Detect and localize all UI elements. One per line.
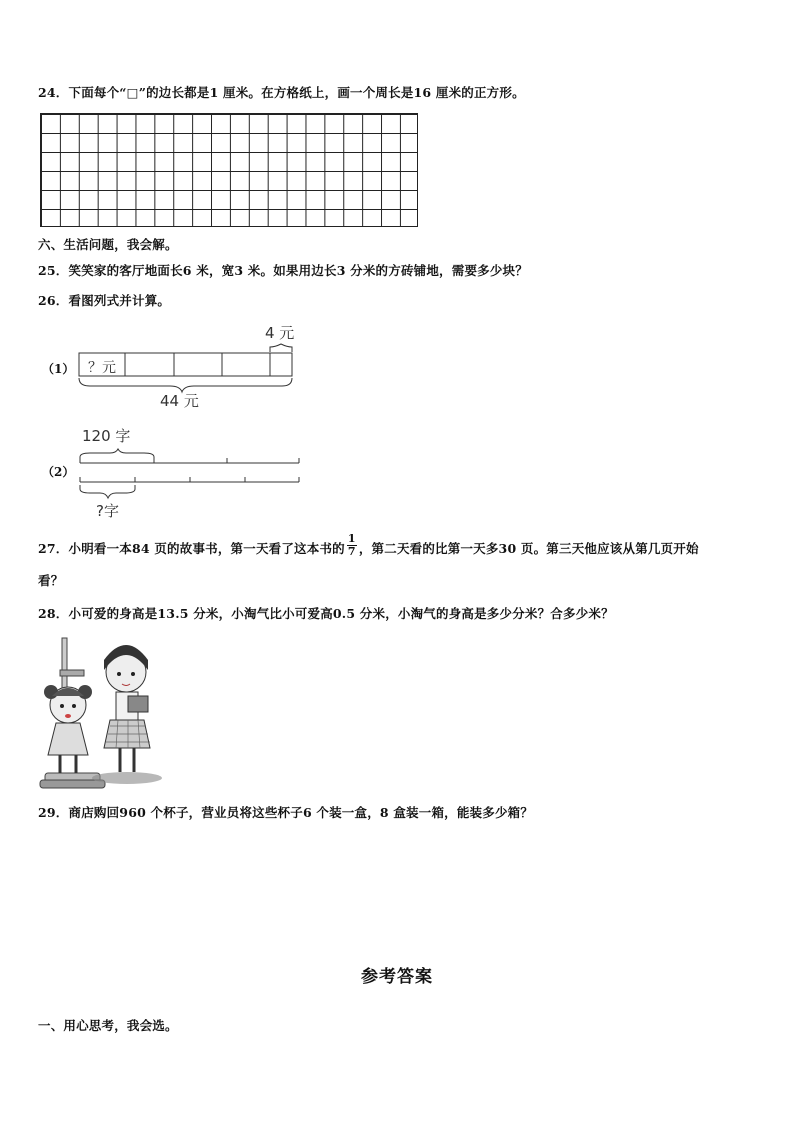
part2-bottom-label: ?字 — [96, 502, 119, 520]
q27-text-before: 27．小明看一本84 页的故事书，第一天看了这本书的 — [38, 541, 345, 556]
question-27 — [38, 532, 699, 562]
part1-total-label: 44 元 — [160, 392, 199, 410]
question-26: 26．看图列式并计算。 — [38, 293, 171, 308]
fraction-denominator: 7 — [347, 545, 356, 558]
part-1-label: （1） — [42, 362, 75, 376]
segment-diagram-2 — [70, 440, 310, 505]
question-24: 24．下面每个“□”的边长都是1 厘米。在方格纸上，画一个周长是16 厘米的正方形。 — [38, 85, 525, 100]
square-grid — [40, 113, 418, 227]
answers-section-1: 一、用心思考，我会选。 — [38, 1018, 178, 1033]
section-6-heading: 六、生活问题，我会解。 — [38, 237, 178, 252]
question-25: 25．笑笑家的客厅地面长6 米，宽3 米。如果用边长3 分米的方砖铺地，需要多少块？ — [38, 263, 528, 278]
part1-top-label: 4 元 — [265, 324, 295, 342]
two-girls-illustration — [38, 630, 168, 790]
question-28: 28．小可爱的身高是13.5 分米，小淘气比小可爱高0.5 分米，小淘气的身高是多少分米？合多少米？ — [38, 606, 614, 621]
part1-unknown-label: ？元 — [88, 360, 116, 376]
part2-top-label: 120 字 — [82, 427, 131, 445]
fraction-numerator: 1 — [347, 532, 356, 545]
answers-title: 参考答案 — [361, 967, 433, 987]
question-29: 29．商店购回960 个杯子，营业员将这些杯子6 个装一盒，8 盒装一箱，能装多少箱？ — [38, 805, 534, 820]
q27-text-after: ，第二天看的比第一天多30 页。第三天他应该从第几页开始 — [358, 541, 699, 556]
fraction — [347, 533, 357, 558]
part-2-label: （2） — [42, 465, 75, 479]
question-27-line2: 看？ — [38, 573, 64, 588]
